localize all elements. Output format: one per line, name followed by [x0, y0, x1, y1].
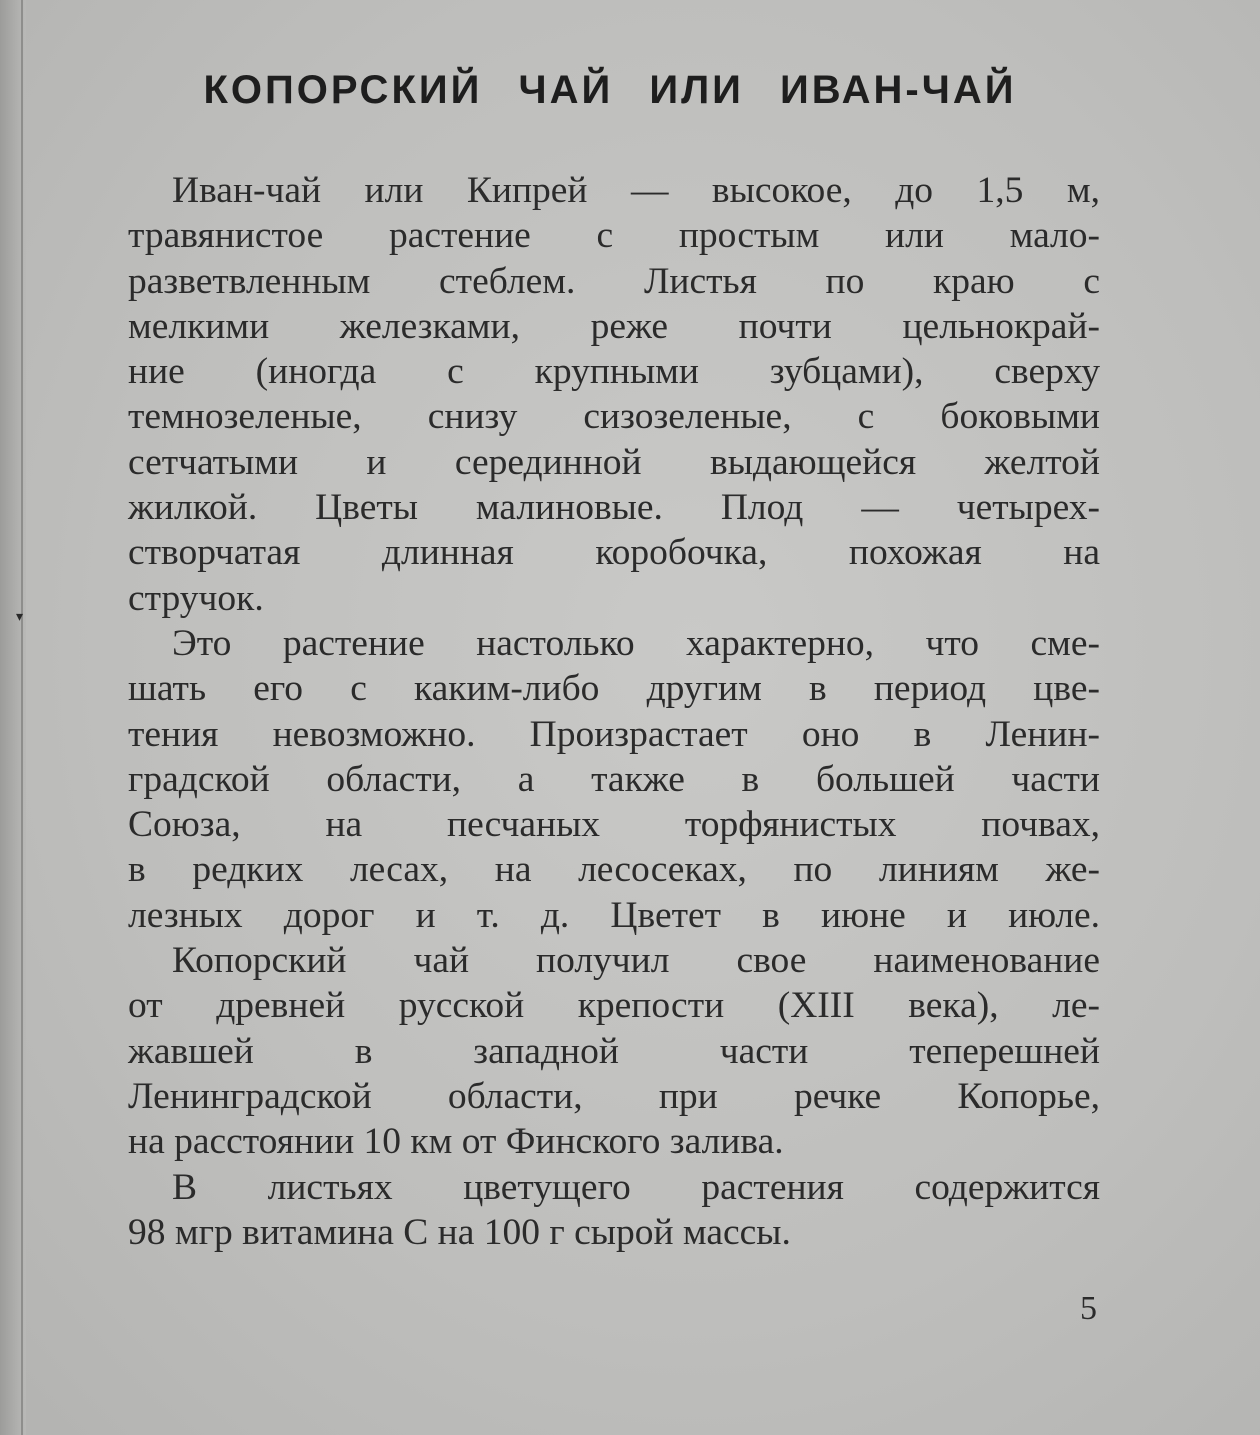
text-line: мелкими железками, реже почти цельнокрай-	[128, 305, 1100, 347]
paragraph-4	[128, 1165, 1100, 1256]
text-line: стручок.	[128, 577, 264, 619]
text-line: 98 мгр витамина С на 100 г сырой массы.	[128, 1211, 791, 1253]
text-line: сетчатыми и серединной выдающейся желтой	[128, 441, 1100, 483]
text-line: лезных дорог и т. д. Цветет в июне и июле.	[128, 894, 1100, 936]
text-line: створчатая длинная коробочка, похожая на	[128, 532, 1100, 574]
text-line: градской области, а также в большей части	[128, 758, 1100, 800]
text-line: Иван-чай или Кипрей — высокое, до 1,5 м,	[172, 170, 1100, 211]
text-line: разветвленным стеблем. Листья по краю с	[128, 260, 1100, 302]
body-text	[128, 168, 1100, 1255]
paragraph-2	[128, 621, 1100, 938]
text-line: жилкой. Цветы малиновые. Плод — четырех-	[128, 487, 1100, 529]
paragraph-3	[128, 938, 1100, 1164]
text-line: Это растение настолько характерно, что сме-	[172, 622, 1100, 664]
text-line: тения невозможно. Произрастает оно в Ленин-	[128, 713, 1100, 755]
page-title: КОПОРСКИЙ ЧАЙ ИЛИ ИВАН-ЧАЙ	[203, 68, 1017, 112]
paragraph-1	[128, 168, 1100, 621]
text-line: Копорский чай получил свое наименование	[172, 940, 1100, 982]
spine-line	[21, 0, 23, 1435]
text-line: на расстоянии 10 км от Финского залива.	[128, 1121, 784, 1163]
page-number: 5	[1080, 1290, 1097, 1327]
text-line: шать его с каким-либо другим в период цве-	[128, 668, 1100, 710]
text-line: в редких лесах, на лесосеках, по линиям же-	[128, 849, 1100, 891]
text-line: травянистое растение с простым или мало-	[128, 215, 1100, 257]
text-line: от древней русской крепости (XIII века), ле-	[128, 985, 1100, 1027]
binding-mark: ▾	[16, 610, 24, 625]
text-line: В листьях цветущего растения содержится	[172, 1166, 1100, 1208]
text-line: Ленинградской области, при речке Копорье,	[128, 1075, 1100, 1117]
text-line: ние (иногда с крупными зубцами), сверху	[128, 351, 1100, 393]
text-line: жавшей в западной части теперешней	[128, 1030, 1100, 1072]
text-line: Союза, на песчаных торфянистых почвах,	[128, 804, 1100, 846]
text-line: темнозеленые, снизу сизозеленые, с боковыми	[128, 396, 1100, 438]
